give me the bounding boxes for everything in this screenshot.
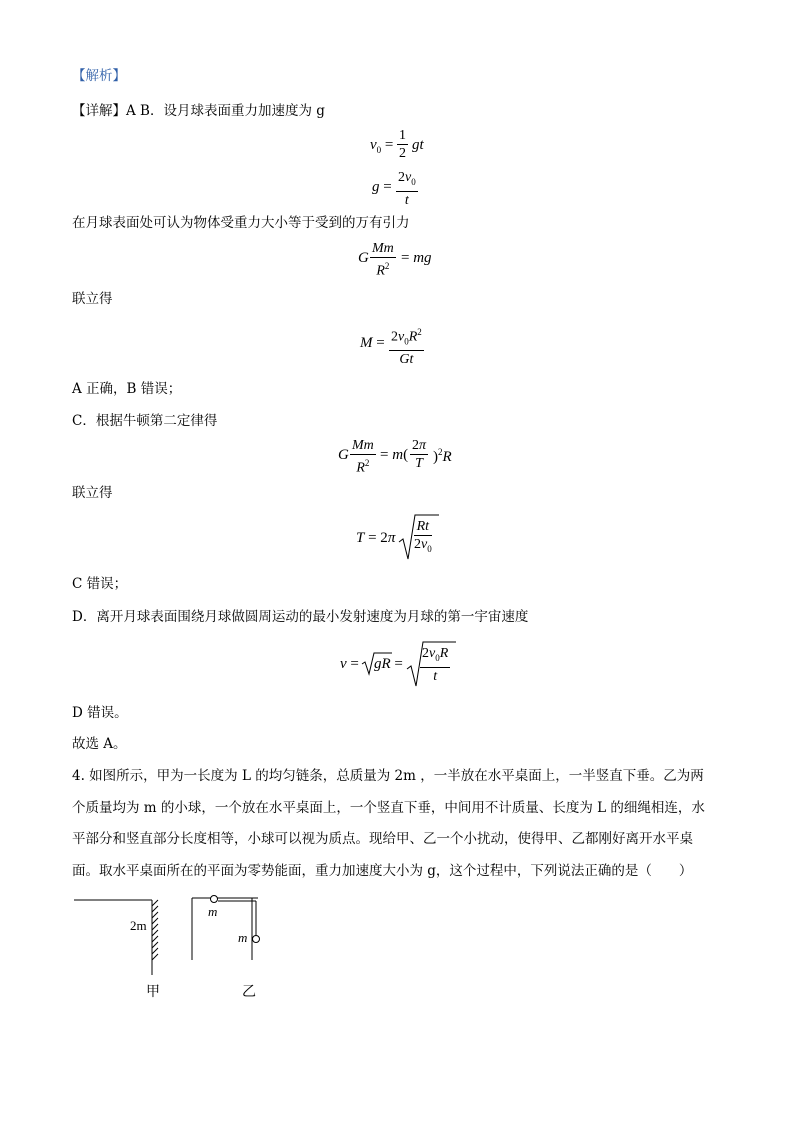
ball-side-icon (253, 936, 260, 943)
ball-top-icon (211, 896, 218, 903)
figure-jia (70, 890, 180, 1000)
chain-hatch-icon (152, 900, 158, 960)
text-line-2: 联立得 (72, 291, 113, 307)
text-line-1: 在月球表面处可认为物体受重力大小等于受到的万有引力 (72, 215, 410, 231)
text-line-3: A 正确，B 错误； (72, 381, 182, 397)
text-line-9: 故选 A。 (72, 736, 127, 752)
label-m-side: m (238, 930, 248, 945)
analysis-heading: 【解析】 (72, 68, 126, 84)
question-line-1: 4. 如图所示，甲为一长度为 L 的均匀链条，总质量为 2m ，一半放在水平桌面上，一半竖直下垂。乙为两 (72, 768, 704, 784)
text-line-5: 联立得 (72, 485, 113, 501)
text-line-7: D．离开月球表面围绕月球做圆周运动的最小发射速度为月球的第一宇宙速度 (72, 609, 529, 625)
caption-yi: 乙 (242, 985, 256, 1000)
caption-jia: 甲 (146, 985, 160, 1000)
text-line-6: C 错误； (72, 576, 128, 592)
detail-line: 【详解】A B．设月球表面重力加速度为 g (72, 103, 325, 119)
text-line-8: D 错误。 (72, 705, 128, 721)
question-line-2: 个质量均为 m 的小球，一个放在水平桌面上，一个竖直下垂，中间用不计质量、长度为 L 的细绳相连，水 (72, 800, 705, 816)
figure-yi (188, 890, 288, 1000)
question-line-4: 面。取水平桌面所在的平面为零势能面，重力加速度大小为 g，这个过程中，下列说法正确的是（ ） (72, 863, 693, 879)
question-line-3: 平部分和竖直部分长度相等，小球可以视为质点。现给甲、乙一个小扰动，使得甲、乙都刚好离开水平桌 (72, 831, 693, 847)
label-2m: 2m (130, 918, 147, 933)
text-line-4: C．根据牛顿第二定律得 (72, 413, 218, 429)
label-m-top: m (208, 904, 218, 919)
